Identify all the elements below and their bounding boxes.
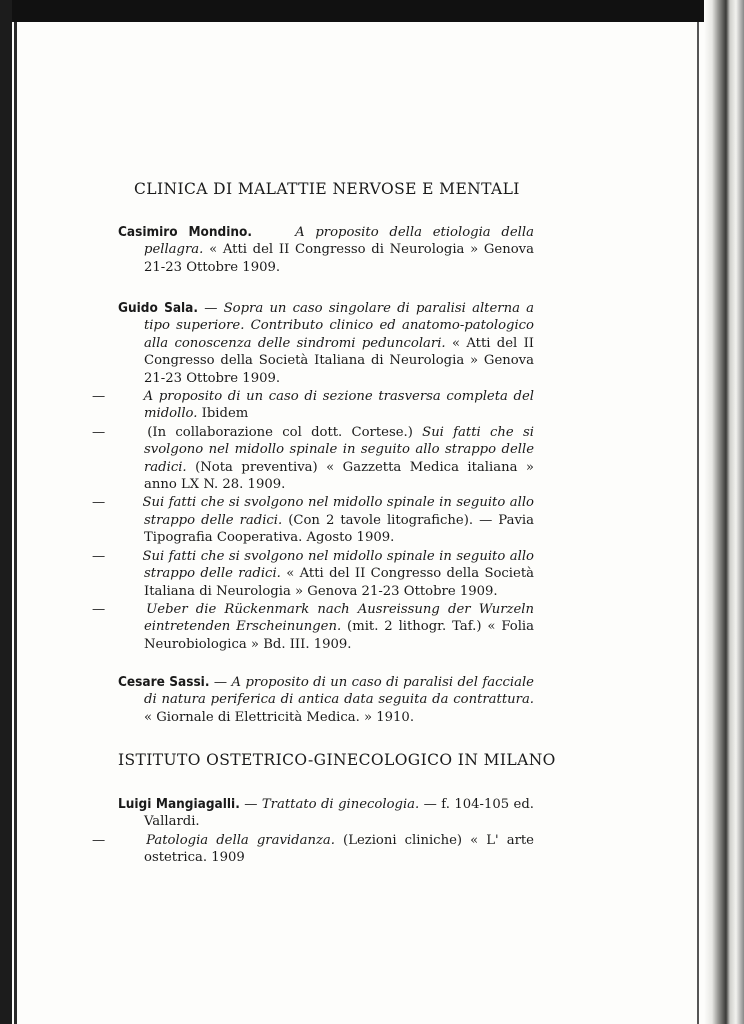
entry-author: Casimiro Mondino. [118,224,252,240]
entry-title: A proposito di un caso di paralisi del facciale di natura periferica di antica data seguita da contrattura. [144,675,534,708]
entry-author: Guido Sala. [118,300,198,316]
sub-entry-details: (mit. 2 lithogr. Taf.) « Folia Neurobiologica » Bd. III. 1909. [144,619,534,652]
sub-entry-details: Ibidem [201,406,249,422]
sub-entry-details: (Lezioni cliniche) « L' arte ostetrica. 1909 [144,832,534,866]
sub-entry-title: Sui fatti che si svolgono nel midollo spinale in seguito allo strappo delle radici. [142,548,534,582]
bibliography-entry [118,224,534,276]
sub-entry-title: Sui fatti che si svolgono nel midollo spinale in seguito allo strappo delle radici. [144,424,534,475]
sub-entry: — Ueber die Rückenmark nach Ausreissung der Wurzeln eintretenden Erscheinungen. (mit. 2 lithogr. Taf.) « Folia Neurobiologica » Bd. III. 1909. [92,601,534,652]
sub-entry-details: (Nota preventiva) « Gazzetta Medica italiana » anno LX N. 28. 1909. [144,459,534,493]
sub-entry: — A proposito di un caso di sezione trasversa completa del midollo. Ibidem [92,389,534,422]
sub-entry-title: Patologia della gravidanza. [146,832,335,848]
section-heading: ISTITUTO OSTETRICO-GINECOLOGICO IN MILANO [118,751,556,769]
entry-title: Sopra un caso singolare di paralisi alterna a tipo superiore. Contributo clinico ed anatomo-patologico alla conoscenza delle sindromi peduncolari. [144,301,535,351]
sub-entry: — Patologia della gravidanza. (Lezioni cliniche) « L' arte ostetrica. 1909 [92,832,534,866]
sub-entry: — Sui fatti che si svolgono nel midollo spinale in seguito allo strappo delle radici. (Con 2 tavole litografiche). — Pavia Tipografia Cooperativa. Agosto 1909. [92,495,534,546]
entry-details: — f. 104-105 ed. Vallardi. [144,797,534,830]
entry-details: « Atti del II Congresso della Società Italiana di Neurologia » Genova 21-23 Ottobre 1909. [144,335,534,386]
sub-entry-title: Ueber die Rückenmark nach Ausreissung der Wurzeln eintretenden Erscheinungen. [144,601,534,635]
section-heading: CLINICA DI MALATTIE NERVOSE E MENTALI [134,180,520,198]
sub-entry-title: Sui fatti che si svolgono nel midollo spinale in seguito allo strappo delle radici. [142,495,534,528]
entry-title: A proposito della etiologia della pellagra. [144,225,534,258]
entry-details: « Atti del II Congresso di Neurologia » Genova 21-23 Ottobre 1909. [144,242,534,275]
bibliography-entry: Guido Sala. — Sopra un caso singolare di paralisi alterna a tipo superiore. Contributo clinico ed anatomo-patologico alla conoscenza delle sindromi peduncolari. « Atti del II Congresso della Società Italiana di Neurologia » Genova 21-23 Ottobre 1909. — A proposito di un caso di sezione trasversa completa del midollo. Ibidem — (In collaborazione col dott. Cortese.) Sui fatti che si svolgono nel midollo spinale in seguito allo strappo delle radici. (Nota preventiva) « Gazzetta Medica italiana » anno LX N. 28. 1909. — Sui fatti che si svolgono nel midollo spinale in seguito allo strappo delle radici. (Con 2 tavole litografiche). — Pavia Tipografia Cooperativa. Agosto 1909. — Sui fatti che si svolgono nel midollo spinale in seguito allo strappo delle radici. « Atti del II Congresso della Società Italiana di Neurologia » Genova 21-23 Ottobre 1909. — Ueber die Rückenmark nach Ausreissung der Wurzeln eintretenden Erscheinungen. (mit. 2 lithogr. Taf.) « Folia Neurobiologica » Bd. III. 1909. [92,300,535,652]
sub-entry: — (In collaborazione col dott. Cortese.) Sui fatti che si svolgono nel midollo spinale in seguito allo strappo delle radici. (Nota preventiva) « Gazzetta Medica italiana » anno LX N. 28. 1909. [92,424,534,493]
entry-title: Trattato di ginecologia. [261,797,420,812]
sub-entry: — Sui fatti che si svolgono nel midollo spinale in seguito allo strappo delle radici. « Atti del II Congresso della Società Italiana di Neurologia » Genova 21-23 Ottobre 1909. [92,548,534,599]
sub-entry-title: A proposito di un caso di sezione trasversa completa del midollo. [143,389,534,422]
sub-entry-details: « Atti del II Congresso della Società Italiana di Neurologia » Genova 21-23 Ottobre 1909. [144,566,534,599]
entry-details: « Giornale di Elettricità Medica. » 1910. [144,709,415,725]
entry-author: Luigi Mangiagalli. [118,796,240,812]
bibliography-entry: Luigi Mangiagalli. — Trattato di ginecologia. — f. 104-105 ed. Vallardi. — Patologia della gravidanza. (Lezioni cliniche) « L' arte ostetrica. 1909 [92,796,534,866]
entry-author: Cesare Sassi. [118,674,210,690]
sub-entry-details: (Con 2 tavole litografiche). — Pavia Tipografia Cooperativa. Agosto 1909. [144,512,534,546]
sub-entry-prefix: (In collaborazione col dott. Cortese.) [147,424,413,440]
bibliography-entry: Cesare Sassi. — A proposito di un caso di paralisi del facciale di natura periferica di antica data seguita da contrattura. « Giornale di Elettricità Medica. » 1910. [118,674,534,725]
